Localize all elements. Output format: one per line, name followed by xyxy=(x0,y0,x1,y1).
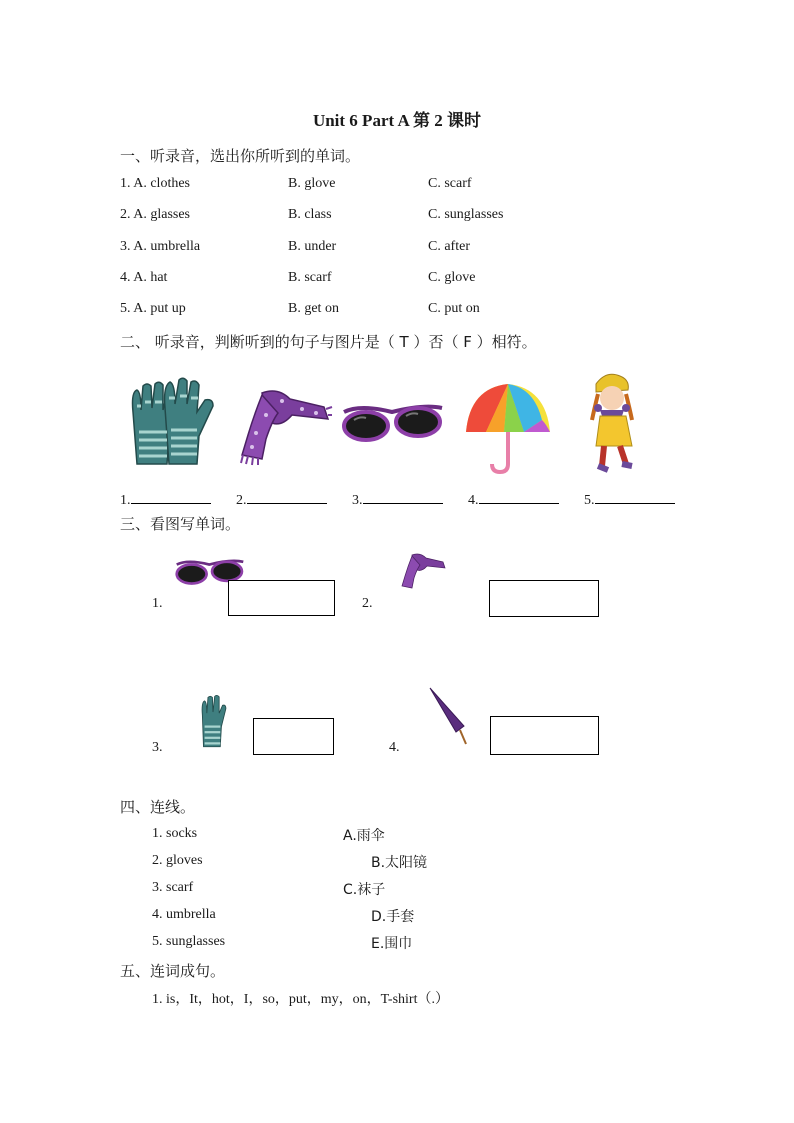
match-left-3[interactable]: 3. scarf xyxy=(152,880,194,895)
write-item-4-label: 4. xyxy=(389,740,400,755)
option-4a: 4. A. hat xyxy=(120,270,168,285)
write-item-3-label: 3. xyxy=(152,740,163,755)
option-1a: 1. A. clothes xyxy=(120,176,190,191)
umbrella-picture xyxy=(462,380,554,476)
match-left-4[interactable]: 4. umbrella xyxy=(152,907,216,922)
option-1c: C. scarf xyxy=(428,176,472,191)
option-1b: B. glove xyxy=(288,176,336,191)
match-right-b[interactable]: B.太阳镜 xyxy=(371,855,428,871)
gloves-picture xyxy=(125,372,225,472)
option-5a: 5. A. put up xyxy=(120,301,186,316)
glove-icon xyxy=(190,693,236,749)
section-2-heading: 二、 听录音，判断听到的句子与图片是（ T ）否（ F ）相符。 xyxy=(120,333,537,351)
write-item-2-label: 2. xyxy=(362,596,373,611)
blank-1-label: 1. xyxy=(120,493,131,508)
option-5c: C. put on xyxy=(428,301,480,316)
blank-5[interactable] xyxy=(584,489,675,509)
match-right-a[interactable]: A.雨伞 xyxy=(343,828,385,844)
blank-5-label: 5. xyxy=(584,493,595,508)
write-box-3[interactable] xyxy=(253,718,334,755)
option-3a: 3. A. umbrella xyxy=(120,239,201,254)
match-left-2[interactable]: 2. gloves xyxy=(152,853,203,868)
closed-umbrella-icon xyxy=(428,686,470,750)
option-2b: B. class xyxy=(288,207,332,222)
sentence-item-1: 1. is，It，hot，I，so，put，my，on，T-shirt（.） xyxy=(152,992,449,1007)
scarf-icon xyxy=(394,551,450,591)
option-2c: C. sunglasses xyxy=(428,207,504,222)
section-4-heading: 四、连线。 xyxy=(120,798,196,816)
blank-3[interactable] xyxy=(352,489,443,509)
match-left-5[interactable]: 5. sunglasses xyxy=(152,934,226,949)
sunglasses-picture xyxy=(340,398,446,448)
blank-2[interactable] xyxy=(236,489,327,509)
option-3c: C. after xyxy=(428,239,470,254)
option-4c: C. glove xyxy=(428,270,476,285)
write-box-4[interactable] xyxy=(490,716,599,755)
option-5b: B. get on xyxy=(288,301,339,316)
girl-in-winter-clothes-picture xyxy=(586,370,646,476)
blank-4-label: 4. xyxy=(468,493,479,508)
page-title: Unit 6 Part A 第 2 课时 xyxy=(312,111,482,130)
blank-2-label: 2. xyxy=(236,493,247,508)
match-right-c[interactable]: C.袜子 xyxy=(343,882,386,898)
write-box-1[interactable] xyxy=(228,580,335,616)
write-item-1-label: 1. xyxy=(152,596,163,611)
option-2a: 2. A. glasses xyxy=(120,207,190,222)
blank-4[interactable] xyxy=(468,489,559,509)
section-5-heading: 五、连词成句。 xyxy=(120,962,226,980)
section-3-heading: 三、看图写单词。 xyxy=(120,515,241,533)
match-right-e[interactable]: E.围巾 xyxy=(371,936,413,952)
scarf-picture xyxy=(232,385,332,465)
option-4b: B. scarf xyxy=(288,270,332,285)
match-right-d[interactable]: D.手套 xyxy=(371,909,415,925)
blank-1[interactable] xyxy=(120,489,211,509)
section-1-heading: 一、听录音，选出你所听到的单词。 xyxy=(120,147,361,165)
match-left-1[interactable]: 1. socks xyxy=(152,826,198,841)
write-box-2[interactable] xyxy=(489,580,599,617)
option-3b: B. under xyxy=(288,239,337,254)
blank-3-label: 3. xyxy=(352,493,363,508)
